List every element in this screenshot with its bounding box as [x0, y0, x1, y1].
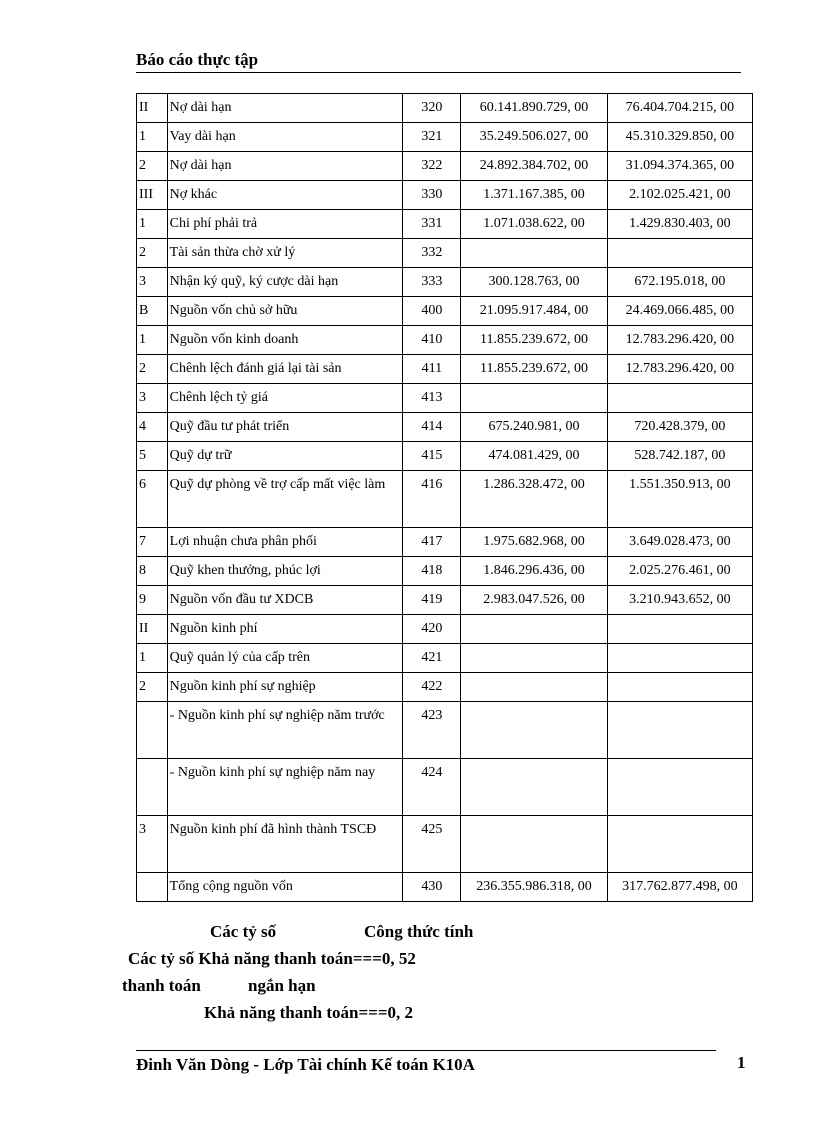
row-code-cell: 420	[403, 615, 461, 644]
row-index-cell: 3	[137, 816, 168, 873]
row-begin-value-cell: 474.081.429, 00	[461, 442, 607, 471]
page-number: 1	[737, 1053, 746, 1072]
row-name-cell: Quỹ khen thưởng, phúc lợi	[167, 557, 403, 586]
row-begin-value-cell	[461, 702, 607, 759]
row-code-cell: 415	[403, 442, 461, 471]
row-end-value-cell: 31.094.374.365, 00	[607, 152, 752, 181]
row-end-value-cell: 24.469.066.485, 00	[607, 297, 752, 326]
row-end-value-cell: 317.762.877.498, 00	[607, 873, 752, 902]
row-begin-value-cell	[461, 673, 607, 702]
row-name-cell: Nguồn vốn đầu tư XDCB	[167, 586, 403, 615]
row-begin-value-cell	[461, 239, 607, 268]
row-code-cell: 333	[403, 268, 461, 297]
row-name-cell: Nợ khác	[167, 181, 403, 210]
row-end-value-cell: 2.025.276.461, 00	[607, 557, 752, 586]
row-begin-value-cell: 236.355.986.318, 00	[461, 873, 607, 902]
row-name-cell: Lợi nhuận chưa phân phối	[167, 528, 403, 557]
row-begin-value-cell: 1.975.682.968, 00	[461, 528, 607, 557]
row-index-cell: II	[137, 615, 168, 644]
row-name-cell: Chênh lệch tỷ giá	[167, 384, 403, 413]
table-row	[137, 873, 753, 902]
ratios-line-payment: thanh toán	[122, 976, 201, 995]
ratios-line-shortterm: ngắn hạn	[248, 976, 316, 995]
footer-rule	[136, 1050, 716, 1051]
row-name-cell: - Nguồn kinh phí sự nghiệp năm trước	[167, 702, 403, 759]
table-row	[137, 152, 753, 181]
row-index-cell	[137, 702, 168, 759]
row-index-cell: 2	[137, 152, 168, 181]
row-code-cell: 331	[403, 210, 461, 239]
row-begin-value-cell: 11.855.239.672, 00	[461, 355, 607, 384]
row-code-cell: 321	[403, 123, 461, 152]
table-row	[137, 816, 753, 873]
row-index-cell: 1	[137, 123, 168, 152]
row-code-cell: 425	[403, 816, 461, 873]
row-end-value-cell	[607, 384, 752, 413]
header-rule	[136, 72, 741, 73]
table-row	[137, 673, 753, 702]
ratios-line-quick: Khả năng thanh toán===0, 2	[204, 1003, 414, 1022]
row-code-cell: 430	[403, 873, 461, 902]
row-end-value-cell: 12.783.296.420, 00	[607, 326, 752, 355]
row-begin-value-cell: 675.240.981, 00	[461, 413, 607, 442]
row-end-value-cell: 672.195.018, 00	[607, 268, 752, 297]
table-row	[137, 644, 753, 673]
row-index-cell: 7	[137, 528, 168, 557]
row-name-cell: Nguồn kinh phí sự nghiệp	[167, 673, 403, 702]
table-row	[137, 471, 753, 528]
row-end-value-cell: 3.210.943.652, 00	[607, 586, 752, 615]
row-begin-value-cell: 35.249.506.027, 00	[461, 123, 607, 152]
row-code-cell: 418	[403, 557, 461, 586]
row-end-value-cell: 2.102.025.421, 00	[607, 181, 752, 210]
row-begin-value-cell: 21.095.917.484, 00	[461, 297, 607, 326]
row-index-cell	[137, 759, 168, 816]
row-begin-value-cell: 1.371.167.385, 00	[461, 181, 607, 210]
row-code-cell: 413	[403, 384, 461, 413]
table-row	[137, 528, 753, 557]
row-name-cell: Nợ dài hạn	[167, 94, 403, 123]
row-begin-value-cell: 2.983.047.526, 00	[461, 586, 607, 615]
row-begin-value-cell	[461, 384, 607, 413]
row-index-cell	[137, 873, 168, 902]
row-name-cell: Quỹ quản lý của cấp trên	[167, 644, 403, 673]
row-end-value-cell	[607, 759, 752, 816]
row-index-cell: 1	[137, 326, 168, 355]
row-end-value-cell: 1.551.350.913, 00	[607, 471, 752, 528]
row-name-cell: Nguồn kinh phí đã hình thành TSCĐ	[167, 816, 403, 873]
row-end-value-cell	[607, 673, 752, 702]
row-index-cell: 8	[137, 557, 168, 586]
row-index-cell: 6	[137, 471, 168, 528]
table-row	[137, 268, 753, 297]
row-code-cell: 320	[403, 94, 461, 123]
table-row	[137, 702, 753, 759]
footer-author: Đinh Văn Dòng - Lớp Tài chính Kế toán K10A	[136, 1055, 475, 1074]
table-row	[137, 442, 753, 471]
row-name-cell: Nhận ký quỹ, ký cược dài hạn	[167, 268, 403, 297]
row-code-cell: 411	[403, 355, 461, 384]
row-end-value-cell: 720.428.379, 00	[607, 413, 752, 442]
table-row	[137, 181, 753, 210]
report-header-title: Báo cáo thực tập	[136, 50, 259, 69]
row-index-cell: 3	[137, 384, 168, 413]
row-code-cell: 417	[403, 528, 461, 557]
row-code-cell: 400	[403, 297, 461, 326]
row-index-cell: 2	[137, 673, 168, 702]
row-name-cell: Tổng cộng nguồn vốn	[167, 873, 403, 902]
row-index-cell: 9	[137, 586, 168, 615]
balance-sheet-table	[136, 93, 753, 902]
row-code-cell: 330	[403, 181, 461, 210]
row-begin-value-cell	[461, 615, 607, 644]
row-code-cell: 416	[403, 471, 461, 528]
row-end-value-cell	[607, 644, 752, 673]
row-code-cell: 414	[403, 413, 461, 442]
row-code-cell: 421	[403, 644, 461, 673]
row-index-cell: 1	[137, 644, 168, 673]
row-begin-value-cell: 60.141.890.729, 00	[461, 94, 607, 123]
row-index-cell: 3	[137, 268, 168, 297]
row-end-value-cell: 12.783.296.420, 00	[607, 355, 752, 384]
row-name-cell: Chi phí phải trả	[167, 210, 403, 239]
row-begin-value-cell	[461, 644, 607, 673]
row-name-cell: Nguồn vốn kinh doanh	[167, 326, 403, 355]
row-code-cell: 332	[403, 239, 461, 268]
table-row	[137, 759, 753, 816]
row-begin-value-cell: 1.071.038.622, 00	[461, 210, 607, 239]
row-end-value-cell: 3.649.028.473, 00	[607, 528, 752, 557]
row-index-cell: II	[137, 94, 168, 123]
row-name-cell: Quỹ dự phòng về trợ cấp mất việc làm	[167, 471, 403, 528]
table-row	[137, 123, 753, 152]
row-end-value-cell	[607, 816, 752, 873]
row-code-cell: 424	[403, 759, 461, 816]
row-begin-value-cell: 24.892.384.702, 00	[461, 152, 607, 181]
row-name-cell: Quỹ đầu tư phát triển	[167, 413, 403, 442]
row-name-cell: - Nguồn kinh phí sự nghiệp năm nay	[167, 759, 403, 816]
row-end-value-cell	[607, 702, 752, 759]
row-begin-value-cell	[461, 759, 607, 816]
row-begin-value-cell: 11.855.239.672, 00	[461, 326, 607, 355]
row-begin-value-cell: 300.128.763, 00	[461, 268, 607, 297]
table-row	[137, 615, 753, 644]
table-row	[137, 586, 753, 615]
ratios-header-ratio: Các tỷ số	[210, 922, 277, 941]
row-code-cell: 422	[403, 673, 461, 702]
row-code-cell: 423	[403, 702, 461, 759]
row-index-cell: 4	[137, 413, 168, 442]
table-row	[137, 94, 753, 123]
row-index-cell: 5	[137, 442, 168, 471]
row-begin-value-cell: 1.846.296.436, 00	[461, 557, 607, 586]
table-row	[137, 239, 753, 268]
table-row	[137, 355, 753, 384]
row-code-cell: 410	[403, 326, 461, 355]
row-end-value-cell	[607, 615, 752, 644]
table-row	[137, 297, 753, 326]
row-end-value-cell: 528.742.187, 00	[607, 442, 752, 471]
row-end-value-cell: 1.429.830.403, 00	[607, 210, 752, 239]
row-index-cell: 2	[137, 239, 168, 268]
row-name-cell: Quỹ dự trữ	[167, 442, 403, 471]
row-end-value-cell	[607, 239, 752, 268]
row-name-cell: Nguồn vốn chủ sở hữu	[167, 297, 403, 326]
row-index-cell: III	[137, 181, 168, 210]
row-begin-value-cell: 1.286.328.472, 00	[461, 471, 607, 528]
row-name-cell: Vay dài hạn	[167, 123, 403, 152]
row-code-cell: 419	[403, 586, 461, 615]
row-index-cell: B	[137, 297, 168, 326]
ratios-line-liquidity: Các tỷ số Khả năng thanh toán===0, 52	[128, 949, 416, 968]
table-row	[137, 326, 753, 355]
table-row	[137, 557, 753, 586]
row-end-value-cell: 76.404.704.215, 00	[607, 94, 752, 123]
table-row	[137, 413, 753, 442]
row-begin-value-cell	[461, 816, 607, 873]
row-end-value-cell: 45.310.329.850, 00	[607, 123, 752, 152]
ratios-header-formula: Công thức tính	[364, 922, 474, 941]
row-name-cell: Nợ dài hạn	[167, 152, 403, 181]
table-row	[137, 210, 753, 239]
table-row	[137, 384, 753, 413]
row-index-cell: 1	[137, 210, 168, 239]
row-code-cell: 322	[403, 152, 461, 181]
row-name-cell: Nguồn kinh phí	[167, 615, 403, 644]
row-index-cell: 2	[137, 355, 168, 384]
row-name-cell: Tài sản thừa chờ xử lý	[167, 239, 403, 268]
row-name-cell: Chênh lệch đánh giá lại tài sản	[167, 355, 403, 384]
